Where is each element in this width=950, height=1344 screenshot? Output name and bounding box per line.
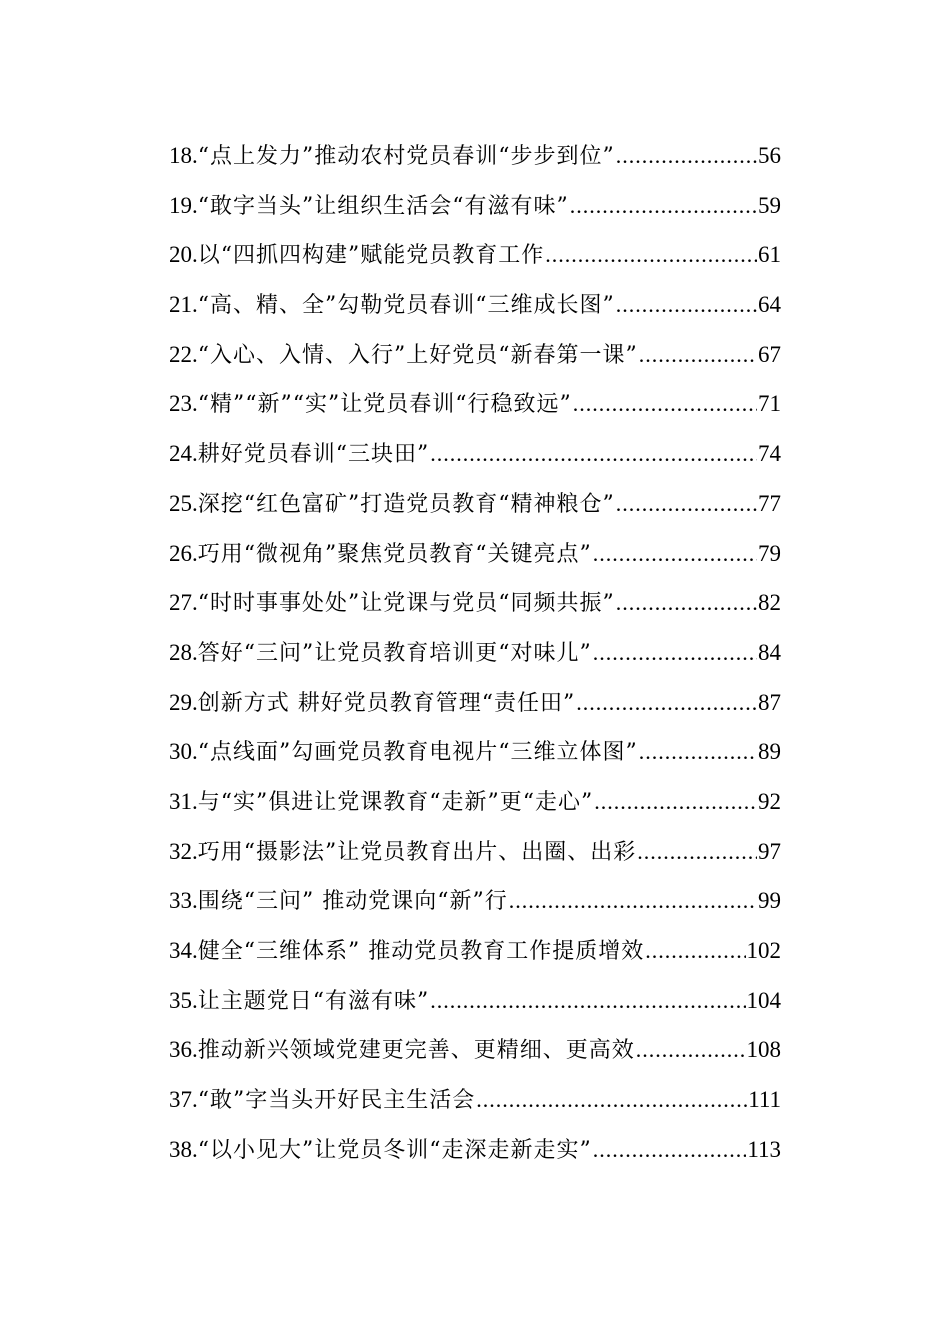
toc-entry-number: 25. [169, 490, 198, 516]
toc-entry-title: “精”“新”“实”让党员春训“行稳致远” [197, 392, 572, 418]
toc-dot-leader [616, 292, 757, 318]
toc-entry-number: 37. [169, 1087, 198, 1113]
toc-dot-leader [594, 789, 757, 815]
toc-dot-leader [545, 242, 757, 268]
toc-entry-page-number: 99 [758, 888, 781, 914]
toc-dot-leader [645, 938, 745, 964]
toc-entry-number: 29. [169, 689, 198, 715]
toc-entry-page-number: 67 [758, 341, 781, 367]
toc-entry-number: 18. [169, 143, 198, 168]
toc-entry[interactable] [169, 338, 781, 388]
toc-entry[interactable] [169, 288, 781, 338]
toc-entry-number: 27. [169, 590, 198, 616]
toc-dot-leader [476, 1087, 747, 1113]
toc-entry-page-number: 97 [758, 838, 781, 864]
toc-entry-number: 19. [169, 192, 198, 218]
toc-entry-number: 24. [169, 441, 198, 467]
toc-entry-number: 33. [169, 888, 198, 914]
toc-dot-leader [593, 640, 757, 666]
toc-entry-page-number: 84 [758, 639, 781, 665]
table-of-contents [169, 139, 781, 1182]
toc-dot-leader [616, 143, 757, 169]
toc-entry-title: 围绕“三问” 推动党课向“新”行 [197, 889, 508, 915]
toc-entry-number: 34. [169, 938, 198, 963]
toc-entry-page-number: 82 [758, 590, 781, 616]
toc-dot-leader [639, 342, 757, 368]
toc-entry[interactable] [169, 537, 781, 587]
toc-entry-title: “入心、入情、入行”上好党员“新春第一课” [197, 342, 638, 368]
toc-entry-page-number: 74 [758, 441, 781, 467]
toc-entry[interactable] [169, 686, 781, 736]
toc-entry-page-number: 104 [746, 987, 781, 1013]
toc-dot-leader [430, 441, 757, 467]
toc-entry-title: 巧用“微视角”聚焦党员教育“关键亮点” [197, 541, 592, 567]
toc-entry-title: 与“实”俱进让党课教育“走新”更“走心” [197, 789, 594, 815]
toc-entry-page-number: 89 [758, 739, 781, 765]
toc-entry-title: “点线面”勾画党员教育电视片“三维立体图” [197, 740, 638, 766]
toc-entry-page-number: 56 [758, 143, 781, 168]
toc-entry-page-number: 59 [758, 192, 781, 218]
toc-entry-page-number: 108 [746, 1037, 781, 1063]
toc-entry-title: “时时事事处处”让党课与党员“同频共振” [197, 591, 615, 617]
toc-entry-number: 23. [169, 391, 198, 417]
toc-entry-page-number: 64 [758, 292, 781, 318]
toc-dot-leader [616, 491, 757, 517]
toc-entry[interactable] [169, 1133, 781, 1183]
toc-dot-leader [573, 391, 757, 417]
toc-dot-leader [576, 690, 757, 716]
toc-entry[interactable] [169, 934, 781, 984]
toc-entry-number: 35. [169, 987, 198, 1013]
toc-entry-page-number: 102 [746, 938, 781, 963]
toc-entry[interactable] [169, 189, 781, 239]
toc-entry[interactable] [169, 785, 781, 835]
toc-entry-title: 巧用“摄影法”让党员教育出片、出圈、出彩 [197, 839, 637, 865]
toc-entry-title: 创新方式 耕好党员教育管理“责任田” [197, 690, 576, 716]
toc-entry-number: 21. [169, 292, 198, 318]
toc-entry-title: “敢”字当头开好民主生活会 [197, 1088, 476, 1114]
toc-entry-title: 推动新兴领域党建更完善、更精细、更高效 [197, 1038, 635, 1064]
toc-entry-page-number: 111 [748, 1087, 781, 1113]
toc-entry-number: 32. [169, 838, 198, 864]
toc-entry-title: “点上发力”推动农村党员春训“步步到位” [197, 144, 615, 169]
toc-entry[interactable] [169, 586, 781, 636]
toc-entry-number: 22. [169, 341, 198, 367]
toc-entry-title: 健全“三维体系” 推动党员教育工作提质增效 [197, 939, 645, 964]
toc-entry[interactable] [169, 487, 781, 537]
toc-dot-leader [509, 888, 757, 914]
toc-entry-number: 28. [169, 639, 198, 665]
toc-entry[interactable] [169, 984, 781, 1034]
toc-entry-page-number: 92 [758, 788, 781, 814]
toc-dot-leader [637, 839, 757, 865]
toc-entry[interactable] [169, 884, 781, 934]
toc-entry[interactable] [169, 437, 781, 487]
toc-entry-number: 26. [169, 540, 198, 566]
toc-entry-title: “以小见大”让党员冬训“走深走新走实” [197, 1137, 592, 1163]
toc-entry-page-number: 71 [758, 391, 781, 417]
toc-entry[interactable] [169, 387, 781, 437]
toc-entry-page-number: 77 [758, 490, 781, 516]
toc-dot-leader [570, 193, 757, 219]
toc-entry-number: 20. [169, 242, 198, 268]
toc-entry-number: 30. [169, 739, 198, 765]
toc-entry-title: “敢字当头”让组织生活会“有滋有味” [197, 193, 569, 219]
toc-dot-leader [593, 1137, 747, 1163]
toc-entry-page-number: 113 [747, 1136, 781, 1162]
toc-entry-title: 答好“三问”让党员教育培训更“对味儿” [197, 640, 592, 666]
toc-entry[interactable] [169, 735, 781, 785]
toc-entry-page-number: 87 [758, 689, 781, 715]
toc-entry-title: 让主题党日“有滋有味” [197, 988, 430, 1014]
toc-dot-leader [430, 988, 745, 1014]
toc-entry-title: “高、精、全”勾勒党员春训“三维成长图” [197, 293, 615, 319]
toc-entry-title: 深挖“红色富矿”打造党员教育“精神粮仓” [197, 491, 615, 517]
toc-dot-leader [593, 541, 757, 567]
toc-entry-page-number: 61 [758, 242, 781, 268]
toc-entry-number: 38. [169, 1136, 198, 1162]
toc-dot-leader [639, 739, 757, 765]
toc-dot-leader [636, 1037, 746, 1063]
toc-entry[interactable] [169, 636, 781, 686]
toc-entry[interactable] [169, 1033, 781, 1083]
toc-dot-leader [616, 590, 757, 616]
toc-entry-title: 以“四抓四构建”赋能党员教育工作 [197, 243, 545, 269]
toc-entry[interactable] [169, 139, 781, 189]
toc-entry-page-number: 79 [758, 540, 781, 566]
toc-entry[interactable] [169, 1083, 781, 1133]
toc-entry-number: 36. [169, 1037, 198, 1063]
toc-entry[interactable] [169, 835, 781, 885]
toc-entry[interactable] [169, 238, 781, 288]
toc-entry-number: 31. [169, 788, 198, 814]
toc-entry-title: 耕好党员春训“三块田” [197, 442, 430, 468]
